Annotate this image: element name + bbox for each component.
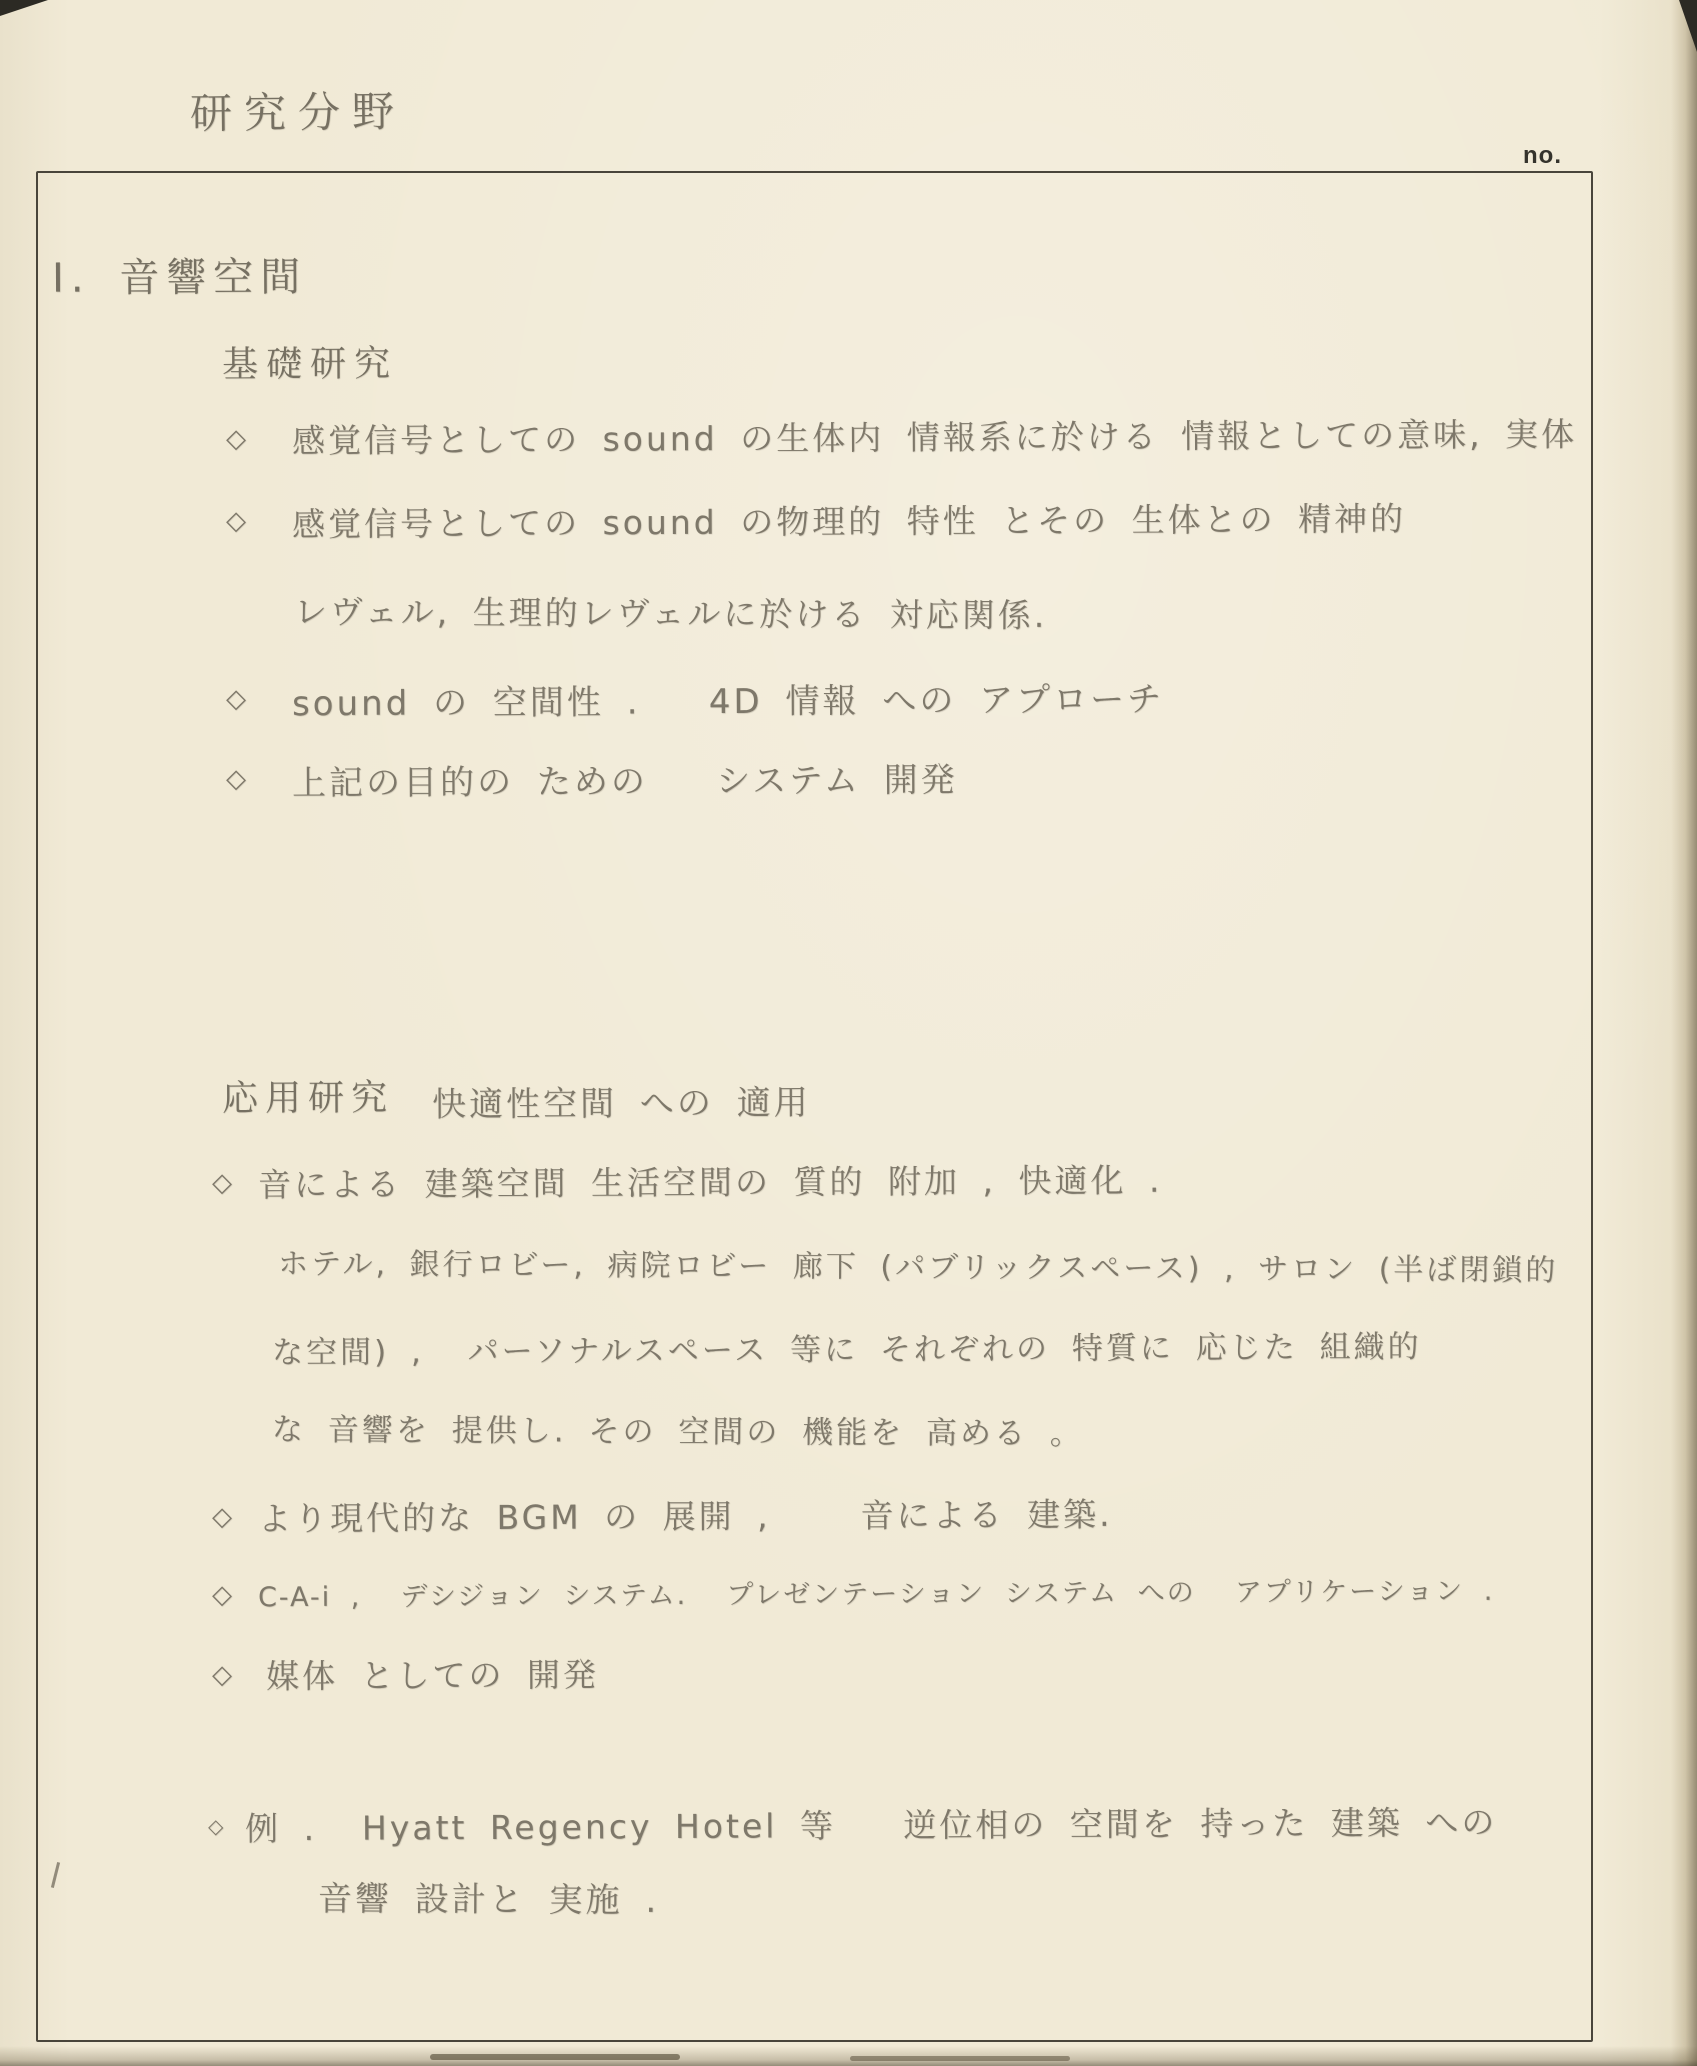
page-title: 研究分野 [189, 86, 407, 139]
diamond-bullet-icon: ◇ [211, 1501, 233, 1533]
bullet-item-text: sound の 空間性 . 4D 情報 への アプローチ [291, 679, 1165, 725]
bullet-item-text: 感覚信号としての sound の生体内 情報系に於ける 情報としての意味, 実体 [291, 414, 1578, 461]
diamond-bullet-icon: ◇ [211, 1167, 233, 1199]
bullet-item-text: 上記の目的の ための システム 開発 [291, 760, 958, 804]
diamond-bullet-icon: ◇ [207, 1813, 224, 1839]
bullet-item-text: より現代的な BGM の 展開 , 音による 建築. [257, 1494, 1113, 1539]
diamond-bullet-icon: ◇ [225, 423, 247, 455]
diamond-bullet-icon: ◇ [225, 505, 247, 537]
paper-edge-shadow [0, 2046, 1697, 2066]
bullet-item-text: 感覚信号としての sound の物理的 特性 とその 生体との 精神的 [291, 499, 1407, 544]
diamond-bullet-icon: ◇ [211, 1579, 233, 1611]
bullet-item-text: な 音響を 提供し. その 空間の 機能を 高める 。 [271, 1411, 1084, 1453]
bullet-item-text: C-A-i , デシジョン システム. プレゼンテーション システム への アプリケーション . [257, 1575, 1495, 1614]
diamond-bullet-icon: ◇ [225, 683, 247, 715]
bullet-item-text: な空間) , パーソナルスペース 等に それぞれの 特質に 応じた 組織的 [271, 1328, 1422, 1372]
scan-corner-mark [0, 0, 48, 16]
page-number-label: no. [1523, 142, 1562, 169]
section-heading: I. 音響空間 [51, 254, 308, 302]
bullet-item-text: 媒体 としての 開発 [265, 1655, 600, 1696]
bullet-item-text: ホテル, 銀行ロビー, 病院ロビー 廊下 (パブリックスペース) , サロン (半ば閉鎖的 [277, 1246, 1559, 1289]
diamond-bullet-icon: ◇ [211, 1659, 233, 1691]
paper-edge-shadow [1671, 0, 1697, 2066]
diamond-bullet-icon: ◇ [225, 763, 247, 795]
basic-research-heading: 基礎研究 [221, 343, 399, 386]
applied-research-heading: 応用研究 [221, 1077, 395, 1120]
bullet-item-text: 例 . Hyatt Regency Hotel 等 逆位相の 空間を 持った 建築 への [244, 1802, 1498, 1849]
bullet-item-text: 音響 設計と 実施 . [317, 1879, 660, 1921]
bullet-item-text: レヴェル, 生理的レヴェルに於ける 対応関係. [293, 592, 1048, 635]
applied-research-subtitle: 快適性空間 への 適用 [431, 1083, 811, 1125]
bullet-item-text: 音による 建築空間 生活空間の 質的 附加 , 快適化 . [257, 1160, 1163, 1205]
